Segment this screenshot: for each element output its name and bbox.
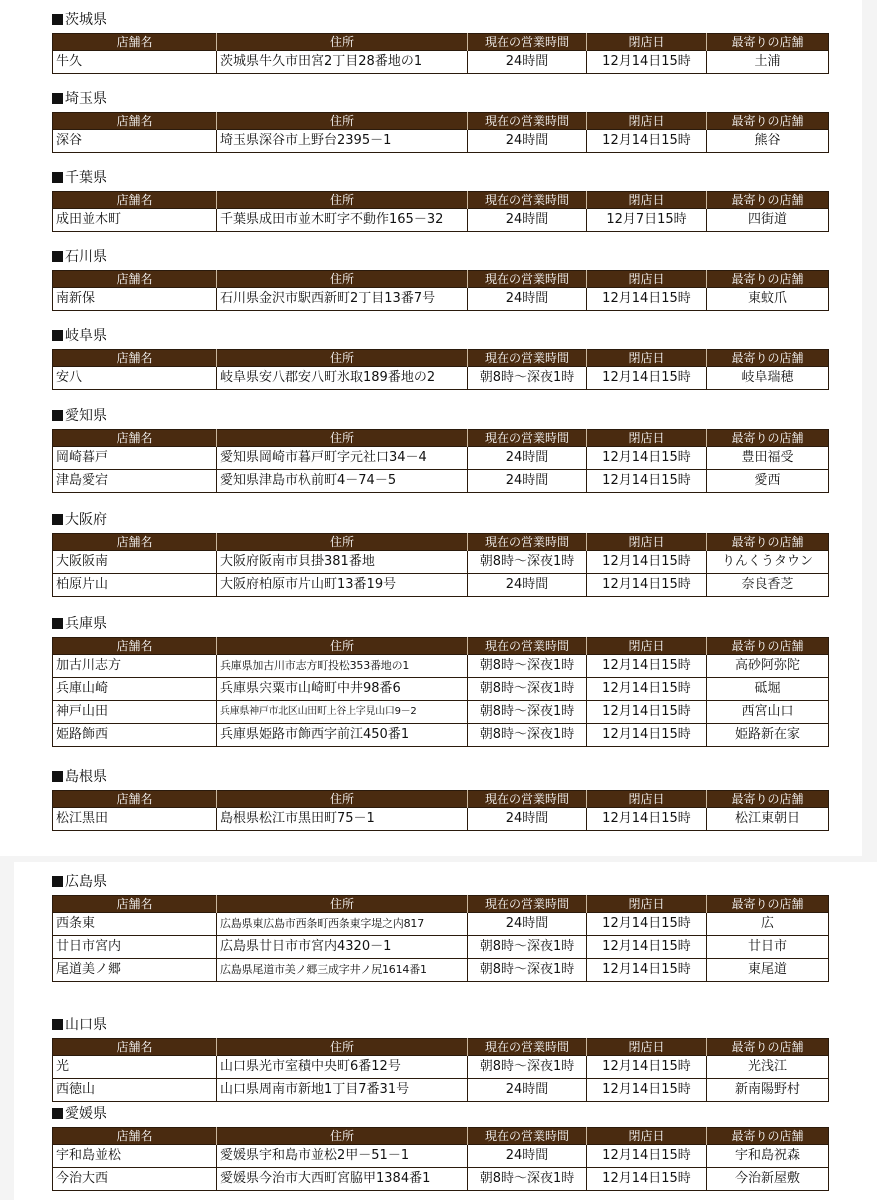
table-header-row <box>53 791 829 808</box>
table-row <box>53 959 829 982</box>
closing-date-cell: 12月14日15時 <box>587 1168 707 1191</box>
table-header-row <box>53 1039 829 1056</box>
header-closing-date: 閉店日 <box>587 350 707 367</box>
hours-cell: 朝8時～深夜1時 <box>468 1056 587 1079</box>
header-store-name: 店舗名 <box>53 271 217 288</box>
closing-date-cell: 12月14日15時 <box>587 655 707 678</box>
hours-cell: 朝8時～深夜1時 <box>468 1168 587 1191</box>
table-row <box>53 655 829 678</box>
prefecture-name: 岐阜県 <box>65 328 107 344</box>
nearest-store-cell: 広 <box>707 913 829 936</box>
prefecture-heading <box>52 326 828 346</box>
nearest-store-cell: 東蚊爪 <box>707 288 829 311</box>
nearest-store-cell: 岐阜瑞穂 <box>707 367 829 390</box>
address-cell: 千葉県成田市並木町字不動作165－32 <box>217 209 468 232</box>
address-cell: 埼玉県深谷市上野台2395－1 <box>217 130 468 153</box>
address-cell: 島根県松江市黒田町75－1 <box>217 808 468 831</box>
table-header-row <box>53 534 829 551</box>
nearest-store-cell: 光浅江 <box>707 1056 829 1079</box>
prefecture-heading <box>52 872 828 892</box>
store-name-cell: 尾道美ノ郷 <box>53 959 217 982</box>
prefecture-heading <box>52 168 828 188</box>
hours-cell: 朝8時～深夜1時 <box>468 936 587 959</box>
closing-date-cell: 12月14日15時 <box>587 808 707 831</box>
prefecture-section <box>52 767 828 831</box>
store-table <box>52 533 829 597</box>
nearest-store-cell: 四街道 <box>707 209 829 232</box>
table-row <box>53 1056 829 1079</box>
address-cell: 兵庫県姫路市飾西字前江450番1 <box>217 724 468 747</box>
store-table <box>52 1127 829 1191</box>
table-header-row <box>53 430 829 447</box>
nearest-store-cell: りんくうタウン <box>707 551 829 574</box>
prefecture-name: 茨城県 <box>65 12 107 28</box>
table-header-row <box>53 1128 829 1145</box>
table-row <box>53 678 829 701</box>
nearest-store-cell: 奈良香芝 <box>707 574 829 597</box>
prefecture-name: 千葉県 <box>65 170 107 186</box>
prefecture-section <box>52 89 828 153</box>
store-table <box>52 1038 829 1102</box>
address-cell: 広島県東広島市西条町西条東字堤之内817 <box>217 913 468 936</box>
square-bullet-icon <box>52 1019 63 1030</box>
store-name-cell: 今治大西 <box>53 1168 217 1191</box>
header-current-hours: 現在の営業時間 <box>468 791 587 808</box>
store-name-cell: 松江黒田 <box>53 808 217 831</box>
header-nearest-store: 最寄りの店舗 <box>707 1039 829 1056</box>
store-name-cell: 姫路飾西 <box>53 724 217 747</box>
table-row <box>53 701 829 724</box>
store-name-cell: 西徳山 <box>53 1079 217 1102</box>
closing-date-cell: 12月14日15時 <box>587 288 707 311</box>
table-row <box>53 936 829 959</box>
nearest-store-cell: 新南陽野村 <box>707 1079 829 1102</box>
square-bullet-icon <box>52 876 63 887</box>
header-store-name: 店舗名 <box>53 192 217 209</box>
prefecture-heading <box>52 767 828 787</box>
header-nearest-store: 最寄りの店舗 <box>707 350 829 367</box>
prefecture-name: 広島県 <box>65 874 107 890</box>
header-address: 住所 <box>217 1039 468 1056</box>
hours-cell: 朝8時～深夜1時 <box>468 701 587 724</box>
prefecture-name: 兵庫県 <box>65 616 107 632</box>
hours-cell: 24時間 <box>468 447 587 470</box>
prefecture-heading <box>52 406 828 426</box>
table-header-row <box>53 34 829 51</box>
hours-cell: 24時間 <box>468 1079 587 1102</box>
prefecture-heading <box>52 10 828 30</box>
table-row <box>53 288 829 311</box>
closing-date-cell: 12月14日15時 <box>587 470 707 493</box>
store-name-cell: 兵庫山崎 <box>53 678 217 701</box>
closing-date-cell: 12月14日15時 <box>587 51 707 74</box>
hours-cell: 24時間 <box>468 574 587 597</box>
store-table <box>52 349 829 390</box>
nearest-store-cell: 愛西 <box>707 470 829 493</box>
address-cell: 山口県周南市新地1丁目7番31号 <box>217 1079 468 1102</box>
table-header-row <box>53 192 829 209</box>
header-current-hours: 現在の営業時間 <box>468 896 587 913</box>
hours-cell: 24時間 <box>468 470 587 493</box>
store-name-cell: 安八 <box>53 367 217 390</box>
table-header-row <box>53 113 829 130</box>
prefecture-name: 愛媛県 <box>65 1106 107 1122</box>
address-cell: 岐阜県安八郡安八町氷取189番地の2 <box>217 367 468 390</box>
store-name-cell: 加古川志方 <box>53 655 217 678</box>
prefecture-heading <box>52 247 828 267</box>
header-store-name: 店舗名 <box>53 350 217 367</box>
header-address: 住所 <box>217 1128 468 1145</box>
header-nearest-store: 最寄りの店舗 <box>707 271 829 288</box>
store-name-cell: 津島愛宕 <box>53 470 217 493</box>
table-row <box>53 1079 829 1102</box>
header-nearest-store: 最寄りの店舗 <box>707 638 829 655</box>
address-cell: 石川県金沢市駅西新町2丁目13番7号 <box>217 288 468 311</box>
address-cell: 大阪府阪南市貝掛381番地 <box>217 551 468 574</box>
prefecture-section <box>52 614 828 747</box>
header-nearest-store: 最寄りの店舗 <box>707 534 829 551</box>
header-store-name: 店舗名 <box>53 896 217 913</box>
table-row <box>53 551 829 574</box>
store-table <box>52 33 829 74</box>
store-table <box>52 270 829 311</box>
header-store-name: 店舗名 <box>53 638 217 655</box>
prefecture-section <box>52 326 828 390</box>
table-row <box>53 447 829 470</box>
header-address: 住所 <box>217 896 468 913</box>
header-closing-date: 閉店日 <box>587 896 707 913</box>
prefecture-heading <box>52 614 828 634</box>
store-name-cell: 廿日市宮内 <box>53 936 217 959</box>
header-current-hours: 現在の営業時間 <box>468 534 587 551</box>
prefecture-section <box>52 406 828 493</box>
header-closing-date: 閉店日 <box>587 1128 707 1145</box>
prefecture-section <box>52 10 828 74</box>
table-header-row <box>53 896 829 913</box>
closing-date-cell: 12月14日15時 <box>587 959 707 982</box>
address-cell: 愛知県津島市杁前町4－74－5 <box>217 470 468 493</box>
header-current-hours: 現在の営業時間 <box>468 271 587 288</box>
store-name-cell: 光 <box>53 1056 217 1079</box>
header-closing-date: 閉店日 <box>587 192 707 209</box>
table-row <box>53 724 829 747</box>
prefecture-section <box>52 168 828 232</box>
hours-cell: 24時間 <box>468 808 587 831</box>
store-table <box>52 895 829 982</box>
prefecture-section <box>52 1104 828 1191</box>
closing-date-cell: 12月14日15時 <box>587 447 707 470</box>
header-store-name: 店舗名 <box>53 34 217 51</box>
header-address: 住所 <box>217 534 468 551</box>
closing-date-cell: 12月14日15時 <box>587 678 707 701</box>
nearest-store-cell: 姫路新在家 <box>707 724 829 747</box>
nearest-store-cell: 今治新屋敷 <box>707 1168 829 1191</box>
table-row <box>53 209 829 232</box>
closing-date-cell: 12月14日15時 <box>587 1079 707 1102</box>
prefecture-name: 大阪府 <box>65 512 107 528</box>
nearest-store-cell: 土浦 <box>707 51 829 74</box>
store-name-cell: 成田並木町 <box>53 209 217 232</box>
hours-cell: 24時間 <box>468 51 587 74</box>
closing-date-cell: 12月7日15時 <box>587 209 707 232</box>
header-current-hours: 現在の営業時間 <box>468 192 587 209</box>
address-cell: 大阪府柏原市片山町13番19号 <box>217 574 468 597</box>
store-name-cell: 南新保 <box>53 288 217 311</box>
header-address: 住所 <box>217 791 468 808</box>
header-store-name: 店舗名 <box>53 430 217 447</box>
table-row <box>53 367 829 390</box>
store-table <box>52 429 829 493</box>
nearest-store-cell: 東尾道 <box>707 959 829 982</box>
closing-date-cell: 12月14日15時 <box>587 936 707 959</box>
store-name-cell: 深谷 <box>53 130 217 153</box>
header-closing-date: 閉店日 <box>587 271 707 288</box>
closing-date-cell: 12月14日15時 <box>587 367 707 390</box>
hours-cell: 24時間 <box>468 1145 587 1168</box>
nearest-store-cell: 豊田福受 <box>707 447 829 470</box>
address-cell: 兵庫県宍粟市山崎町中井98番6 <box>217 678 468 701</box>
nearest-store-cell: 高砂阿弥陀 <box>707 655 829 678</box>
nearest-store-cell: 宇和島祝森 <box>707 1145 829 1168</box>
header-store-name: 店舗名 <box>53 534 217 551</box>
header-address: 住所 <box>217 638 468 655</box>
table-row <box>53 574 829 597</box>
header-store-name: 店舗名 <box>53 1128 217 1145</box>
store-name-cell: 宇和島並松 <box>53 1145 217 1168</box>
store-table <box>52 112 829 153</box>
nearest-store-cell: 熊谷 <box>707 130 829 153</box>
store-name-cell: 神戸山田 <box>53 701 217 724</box>
prefecture-section <box>52 510 828 597</box>
hours-cell: 朝8時～深夜1時 <box>468 551 587 574</box>
address-cell: 兵庫県加古川市志方町投松353番地の1 <box>217 655 468 678</box>
store-name-cell: 大阪阪南 <box>53 551 217 574</box>
header-current-hours: 現在の営業時間 <box>468 350 587 367</box>
header-store-name: 店舗名 <box>53 113 217 130</box>
closing-date-cell: 12月14日15時 <box>587 1056 707 1079</box>
nearest-store-cell: 砥堀 <box>707 678 829 701</box>
table-row <box>53 130 829 153</box>
header-store-name: 店舗名 <box>53 1039 217 1056</box>
table-header-row <box>53 638 829 655</box>
square-bullet-icon <box>52 771 63 782</box>
store-name-cell: 岡崎暮戸 <box>53 447 217 470</box>
closing-date-cell: 12月14日15時 <box>587 551 707 574</box>
header-address: 住所 <box>217 271 468 288</box>
prefecture-name: 愛知県 <box>65 408 107 424</box>
header-closing-date: 閉店日 <box>587 1039 707 1056</box>
header-closing-date: 閉店日 <box>587 638 707 655</box>
store-table <box>52 637 829 747</box>
prefecture-section <box>52 247 828 311</box>
table-row <box>53 808 829 831</box>
header-address: 住所 <box>217 113 468 130</box>
hours-cell: 朝8時～深夜1時 <box>468 959 587 982</box>
table-header-row <box>53 271 829 288</box>
closing-date-cell: 12月14日15時 <box>587 574 707 597</box>
square-bullet-icon <box>52 14 63 25</box>
square-bullet-icon <box>52 251 63 262</box>
nearest-store-cell: 廿日市 <box>707 936 829 959</box>
square-bullet-icon <box>52 618 63 629</box>
square-bullet-icon <box>52 172 63 183</box>
prefecture-heading <box>52 1015 828 1035</box>
header-closing-date: 閉店日 <box>587 34 707 51</box>
header-address: 住所 <box>217 192 468 209</box>
address-cell: 兵庫県神戸市北区山田町上谷上字見山口9－2 <box>217 701 468 724</box>
store-table <box>52 790 829 831</box>
table-row <box>53 1145 829 1168</box>
header-closing-date: 閉店日 <box>587 534 707 551</box>
hours-cell: 朝8時～深夜1時 <box>468 655 587 678</box>
closing-date-cell: 12月14日15時 <box>587 913 707 936</box>
hours-cell: 24時間 <box>468 288 587 311</box>
header-closing-date: 閉店日 <box>587 791 707 808</box>
table-row <box>53 51 829 74</box>
address-cell: 広島県尾道市美ノ郷三成字井ノ尻1614番1 <box>217 959 468 982</box>
header-address: 住所 <box>217 350 468 367</box>
address-cell: 茨城県牛久市田宮2丁目28番地の1 <box>217 51 468 74</box>
hours-cell: 朝8時～深夜1時 <box>468 724 587 747</box>
hours-cell: 24時間 <box>468 913 587 936</box>
hours-cell: 朝8時～深夜1時 <box>468 678 587 701</box>
prefecture-heading <box>52 89 828 109</box>
header-current-hours: 現在の営業時間 <box>468 1128 587 1145</box>
prefecture-section <box>52 1015 828 1102</box>
header-nearest-store: 最寄りの店舗 <box>707 896 829 913</box>
table-header-row <box>53 350 829 367</box>
header-closing-date: 閉店日 <box>587 430 707 447</box>
table-row <box>53 1168 829 1191</box>
header-current-hours: 現在の営業時間 <box>468 430 587 447</box>
header-store-name: 店舗名 <box>53 791 217 808</box>
address-cell: 愛知県岡崎市暮戸町字元社口34－4 <box>217 447 468 470</box>
square-bullet-icon <box>52 1108 63 1119</box>
nearest-store-cell: 松江東朝日 <box>707 808 829 831</box>
header-nearest-store: 最寄りの店舗 <box>707 791 829 808</box>
header-current-hours: 現在の営業時間 <box>468 113 587 130</box>
prefecture-heading <box>52 1104 828 1124</box>
hours-cell: 朝8時～深夜1時 <box>468 367 587 390</box>
address-cell: 愛媛県今治市大西町宮脇甲1384番1 <box>217 1168 468 1191</box>
store-name-cell: 柏原片山 <box>53 574 217 597</box>
closing-date-cell: 12月14日15時 <box>587 701 707 724</box>
address-cell: 広島県廿日市市宮内4320－1 <box>217 936 468 959</box>
square-bullet-icon <box>52 514 63 525</box>
square-bullet-icon <box>52 410 63 421</box>
store-name-cell: 牛久 <box>53 51 217 74</box>
closing-date-cell: 12月14日15時 <box>587 130 707 153</box>
header-nearest-store: 最寄りの店舗 <box>707 34 829 51</box>
header-closing-date: 閉店日 <box>587 113 707 130</box>
address-cell: 愛媛県宇和島市並松2甲－51－1 <box>217 1145 468 1168</box>
header-current-hours: 現在の営業時間 <box>468 1039 587 1056</box>
closing-date-cell: 12月14日15時 <box>587 1145 707 1168</box>
prefecture-heading <box>52 510 828 530</box>
square-bullet-icon <box>52 330 63 341</box>
hours-cell: 24時間 <box>468 130 587 153</box>
address-cell: 山口県光市室積中央町6番12号 <box>217 1056 468 1079</box>
table-row <box>53 913 829 936</box>
hours-cell: 24時間 <box>468 209 587 232</box>
prefecture-section <box>52 872 828 982</box>
header-nearest-store: 最寄りの店舗 <box>707 113 829 130</box>
header-nearest-store: 最寄りの店舗 <box>707 430 829 447</box>
prefecture-name: 島根県 <box>65 769 107 785</box>
table-row <box>53 470 829 493</box>
header-nearest-store: 最寄りの店舗 <box>707 192 829 209</box>
header-address: 住所 <box>217 34 468 51</box>
header-address: 住所 <box>217 430 468 447</box>
store-table <box>52 191 829 232</box>
nearest-store-cell: 西宮山口 <box>707 701 829 724</box>
square-bullet-icon <box>52 93 63 104</box>
closing-date-cell: 12月14日15時 <box>587 724 707 747</box>
prefecture-name: 石川県 <box>65 249 107 265</box>
header-nearest-store: 最寄りの店舗 <box>707 1128 829 1145</box>
prefecture-name: 埼玉県 <box>65 91 107 107</box>
store-name-cell: 西条東 <box>53 913 217 936</box>
prefecture-name: 山口県 <box>65 1017 107 1033</box>
header-current-hours: 現在の営業時間 <box>468 638 587 655</box>
header-current-hours: 現在の営業時間 <box>468 34 587 51</box>
